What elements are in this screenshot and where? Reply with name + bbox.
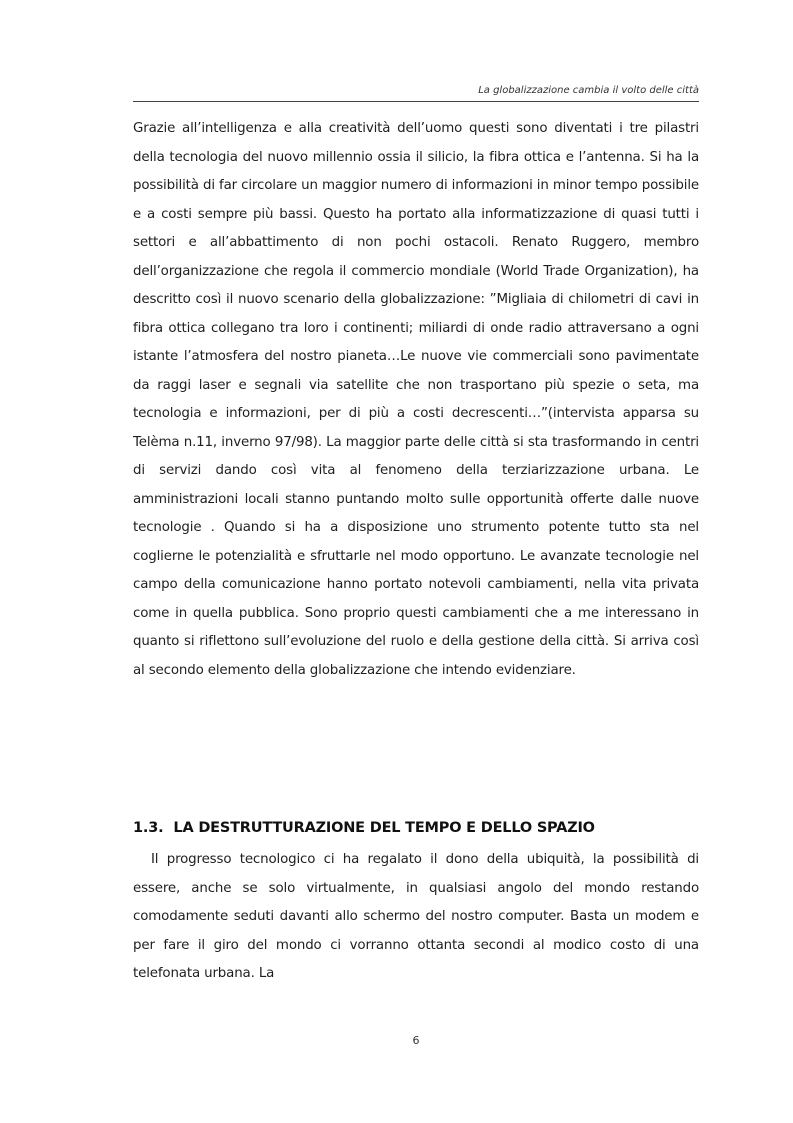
body-paragraph-1 bbox=[133, 115, 699, 685]
running-header: La globalizzazione cambia il volto delle città bbox=[478, 85, 699, 96]
section-number: 1.3. bbox=[133, 820, 164, 836]
header-rule bbox=[133, 101, 699, 102]
body-paragraph-2 bbox=[133, 846, 699, 989]
section-title: LA DESTRUTTURAZIONE DEL TEMPO E DELLO SPAZIO bbox=[173, 820, 595, 836]
page-number: 6 bbox=[412, 1034, 420, 1047]
paragraph-text: Grazie all’intelligenza e alla creatività dell’uomo questi sono diventati i tre pilastri della tecnologia del nuovo millennio ossia il silicio, la fibra ottica e l’antenna. Si ha la possibilità di far circolare un maggior numero di informazioni in minor tempo possibile e a costi sempre più bassi. Questo ha portato alla informatizzazione di quasi tutti i settori e all’abbattimento di non pochi ostacoli. Renato Ruggero, membro dell’organizzazione che regola il commercio mondiale (World Trade Organization), ha descritto così il nuovo scenario della globalizzazione: ”Migliaia di chilometri di cavi in fibra ottica collegano tra loro i continenti; miliardi di onde radio attraversano a ogni istante l’atmosfera del nostro pianeta…Le nuove vie commerciali sono pavimentate da raggi laser e segnali via satellite che non trasportano più spezie o seta, ma tecnologia e informazioni, per di più a costi decrescenti…”(intervista apparsa su Telèma n.11, inverno 97/98). La maggior parte delle città si sta trasformando in centri di servizi dando così vita al fenomeno della terziarizzazione urbana. Le amministrazioni locali stanno puntando molto sulle opportunità offerte dalle nuove tecnologie . Quando si ha a disposizione uno strumento potente tutto sta nel coglierne le potenzialità e sfruttarle nel modo opportuno. Le avanzate tecnologie nel campo della comunicazione hanno portato notevoli cambiamenti, nella vita privata come in quella pubblica. Sono proprio questi cambiamenti che a me interessano in quanto si riflettono sull’evoluzione del ruolo e della gestione della città. Si arriva così al secondo elemento della globalizzazione che intendo evidenziare. bbox=[133, 121, 699, 678]
section-heading bbox=[133, 820, 699, 836]
paragraph-text: Il progresso tecnologico ci ha regalato il dono della ubiquità, la possibilità di essere, anche se solo virtualmente, in qualsiasi angolo del mondo restando comodamente seduti davanti allo schermo del nostro computer. Basta un modem e per fare il giro del mondo ci vorranno ottanta secondi al modico costo di una telefonata urbana. La bbox=[133, 852, 699, 981]
